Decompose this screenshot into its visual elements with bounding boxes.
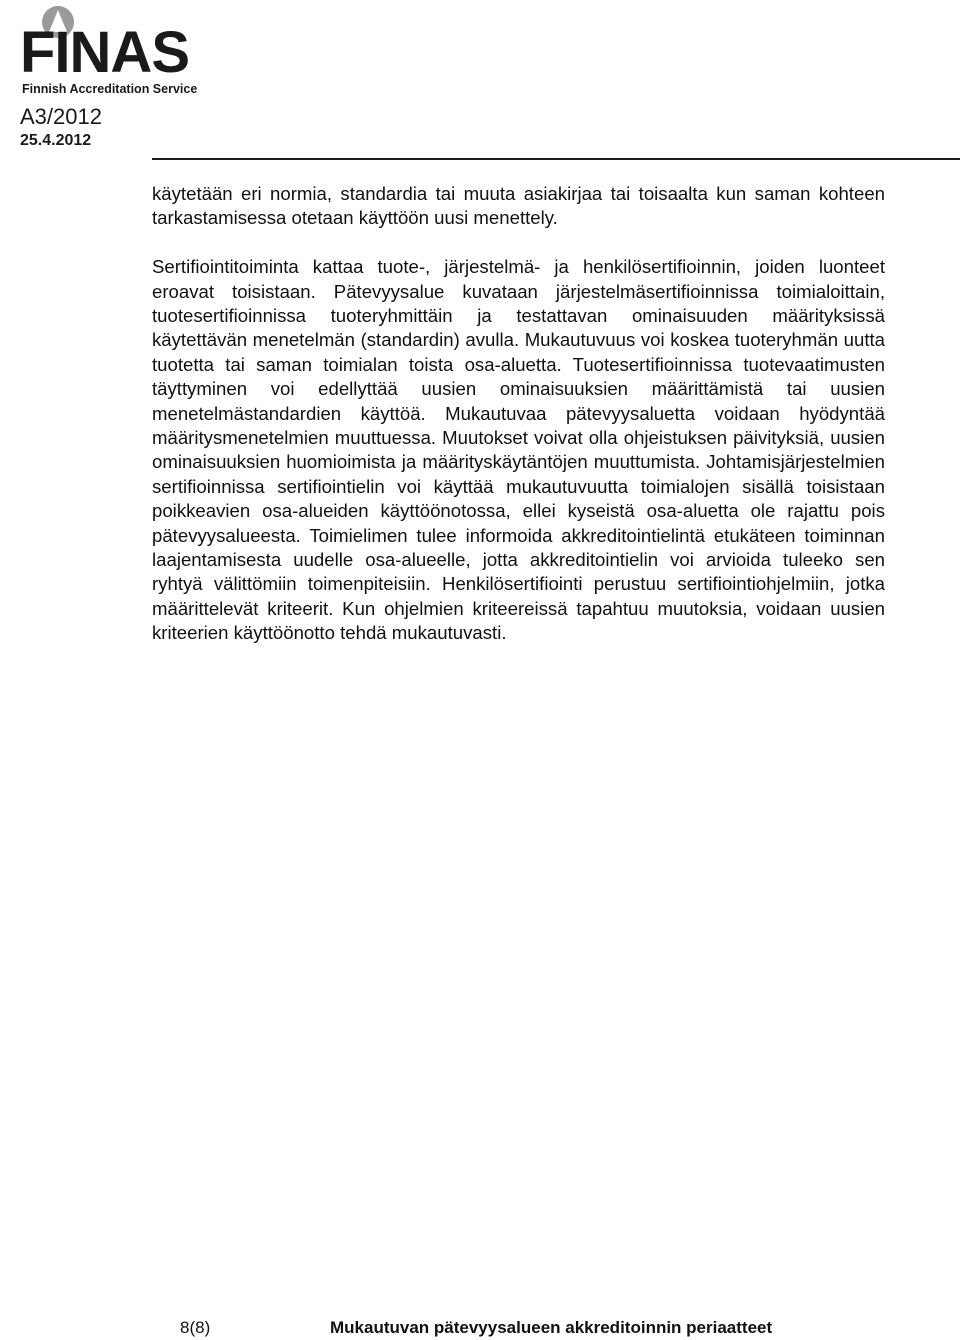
paragraph: käytetään eri normia, standardia tai muuta asiakirjaa tai toisaalta kun saman kohteen tarkastamisessa otetaan käyttöön uusi menettely. xyxy=(152,183,885,229)
paragraph: Sertifiointitoiminta kattaa tuote-, järjestelmä- ja henkilösertifioinnin, joiden luonteet eroavat toisistaan. Pätevyysalue kuvataan järjestelmäsertifioinnissa toimialoittain, tuotesertifioinnissa tuoteryhmittäin ja testattavan ominaisuuden määrityksissä käytettävän menetelmän (standardin) avulla. Mukautuvuus voi koskea tuoteryhmän uutta tuotetta tai saman toimialan toista osa-aluetta. Tuotesertifioinnissa tuotevaatimusten täyttyminen voi edellyttää uusien ominaisuuksien määrittämistä tai uusien menetelmästandardien käyttöä. Mukautuvaa pätevyysaluetta voidaan hyödyntää määritysmenetelmien muuttuessa. Muutokset voivat olla ohjeistuksen päivityksiä, uusien ominaisuuksien huomioimista ja määrityskäytäntöjen muuttumista. Johtamisjärjestelmien sertifioinnissa sertifiointielin voi käyttää mukautuvuutta toimialojen sisällä toisistaan poikkeavien osa-alueiden käyttöönotossa, ellei kyseistä osa-aluetta ole rajattu pois pätevyysalueesta. Toimielimen tulee informoida akkreditointielintä etukäteen toiminnan laajentamisesta uudelle osa-alueelle, jotta akkreditointielin voi arvioida tuleeko sen ryhtyä välittömiin toimenpiteisiin. Henkilösertifiointi perustuu sertifiointiohjelmiin, jotka määrittelevät kriteerit. Kun ohjelmien kriteereissä tapahtuu muutoksia, voidaan uusien kriteerien käyttöönotto tehdä mukautuvasti. xyxy=(152,256,885,644)
body-text xyxy=(152,182,885,646)
document-id: A3/2012 xyxy=(20,104,102,129)
finas-logo xyxy=(20,4,210,98)
page-footer xyxy=(0,1318,960,1340)
header-divider xyxy=(152,158,960,160)
document-date: 25.4.2012 xyxy=(20,132,92,149)
page-number: 8(8) xyxy=(180,1318,211,1337)
logo-wordmark: FINAS xyxy=(20,20,189,85)
footer-title: Mukautuvan pätevyysalueen akkreditoinnin periaatteet xyxy=(330,1318,773,1337)
logo-tagline: Finnish Accreditation Service xyxy=(22,82,198,96)
